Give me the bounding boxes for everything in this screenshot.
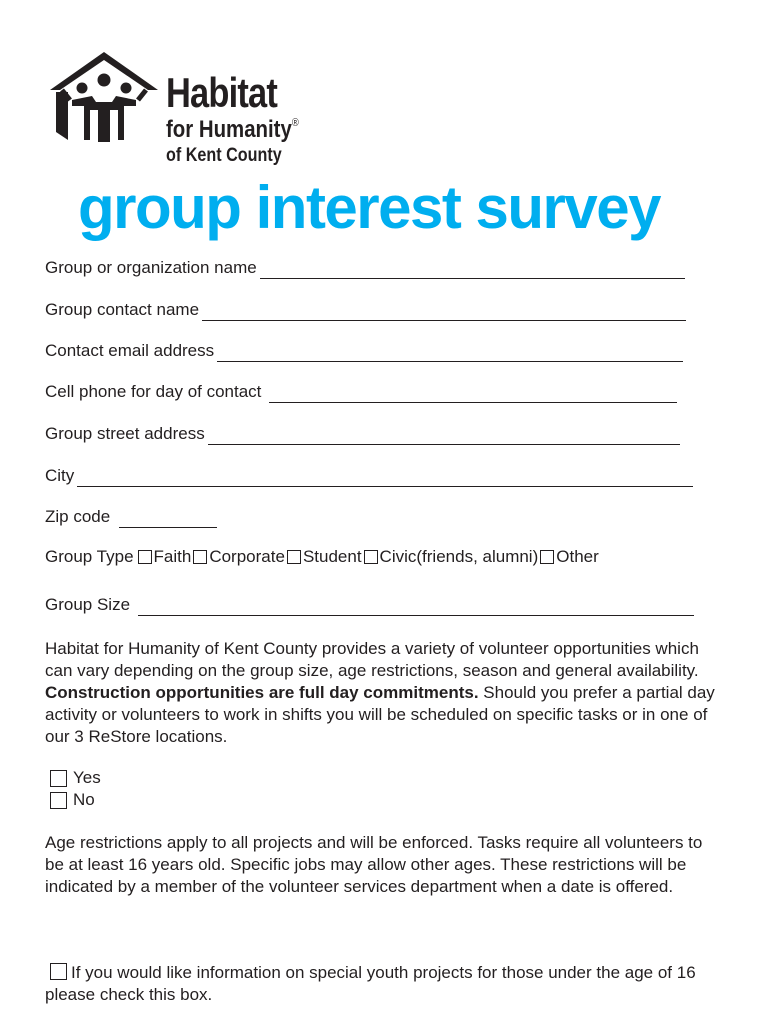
logo-for-humanity-text: for Humanity xyxy=(166,116,292,143)
city-line[interactable] xyxy=(77,468,693,487)
group-size-field[interactable] xyxy=(45,592,694,616)
yes-label: Yes xyxy=(73,768,101,787)
checkbox-corporate[interactable] xyxy=(193,550,207,564)
street-field[interactable] xyxy=(45,421,680,445)
checkbox-civic[interactable] xyxy=(364,550,378,564)
yes-option[interactable] xyxy=(50,767,101,789)
checkbox-student[interactable] xyxy=(287,550,301,564)
no-label: No xyxy=(73,790,95,809)
no-option[interactable] xyxy=(50,789,95,811)
other-label: Other xyxy=(556,547,599,566)
corporate-label: Corporate xyxy=(209,547,285,566)
group-type-label: Group Type xyxy=(45,547,134,566)
intro-paragraph xyxy=(45,638,725,748)
cell-phone-line[interactable] xyxy=(269,384,677,403)
intro-text-1: Habitat for Humanity of Kent County provides a variety of volunteer opportunities which can vary depending on the group size, age restrictions, season and general availability. xyxy=(45,639,699,680)
checkbox-yes[interactable] xyxy=(50,770,67,787)
youth-text: If you would like information on special youth projects for those under the age of 16 please check this box. xyxy=(45,963,696,1004)
email-line[interactable] xyxy=(217,343,683,362)
org-name-field[interactable] xyxy=(45,255,685,279)
group-size-label: Group Size xyxy=(45,595,131,614)
registered-mark: ® xyxy=(291,117,299,129)
group-type-civic[interactable] xyxy=(362,546,539,568)
house-people-icon xyxy=(48,50,160,146)
logo-kent-county: of Kent County xyxy=(166,145,282,166)
student-label: Student xyxy=(302,547,362,566)
checkbox-no[interactable] xyxy=(50,792,67,809)
checkbox-youth[interactable] xyxy=(50,963,67,980)
intro-text-2: Should you prefer a partial day activity or volunteers to work in shifts you will be scheduled on specific tasks or in one of our 3 ReStore locations. xyxy=(45,683,715,746)
intro-bold-text: Construction opportunities are full day commitments. xyxy=(45,683,479,702)
habitat-logo xyxy=(48,50,348,172)
logo-for-humanity xyxy=(166,118,299,142)
youth-paragraph xyxy=(45,962,725,1006)
cell-phone-label: Cell phone for day of contact xyxy=(45,382,262,401)
contact-name-field[interactable] xyxy=(45,297,686,321)
civic-label: Civic(friends, alumni) xyxy=(379,547,539,566)
checkbox-faith[interactable] xyxy=(138,550,152,564)
group-type-row xyxy=(45,546,599,568)
org-name-line[interactable] xyxy=(260,260,685,279)
contact-name-line[interactable] xyxy=(202,302,686,321)
city-label: City xyxy=(45,466,75,485)
group-type-student[interactable] xyxy=(285,546,362,568)
zip-label: Zip code xyxy=(45,507,111,526)
page-title: group interest survey xyxy=(78,174,661,241)
group-type-other[interactable] xyxy=(538,546,599,568)
checkbox-other[interactable] xyxy=(540,550,554,564)
age-paragraph: Age restrictions apply to all projects and will be enforced. Tasks require all volunteers to be at least 16 years old. Specific jobs may allow other ages. These restrictions will be indicated by a member of the volunteer services department when a date is offered. xyxy=(45,833,703,896)
faith-label: Faith xyxy=(153,547,192,566)
contact-name-label: Group contact name xyxy=(45,300,200,319)
group-type-faith[interactable] xyxy=(136,546,192,568)
city-field[interactable] xyxy=(45,463,693,487)
email-label: Contact email address xyxy=(45,341,215,360)
street-line[interactable] xyxy=(208,426,680,445)
zip-line[interactable] xyxy=(119,509,217,528)
org-name-label: Group or organization name xyxy=(45,258,257,277)
zip-field[interactable] xyxy=(45,504,217,528)
group-type-corporate[interactable] xyxy=(191,546,285,568)
cell-phone-field[interactable] xyxy=(45,379,677,403)
logo-habitat: Habitat xyxy=(166,69,277,116)
email-field[interactable] xyxy=(45,338,683,362)
street-label: Group street address xyxy=(45,424,205,443)
group-size-line[interactable] xyxy=(138,597,694,616)
